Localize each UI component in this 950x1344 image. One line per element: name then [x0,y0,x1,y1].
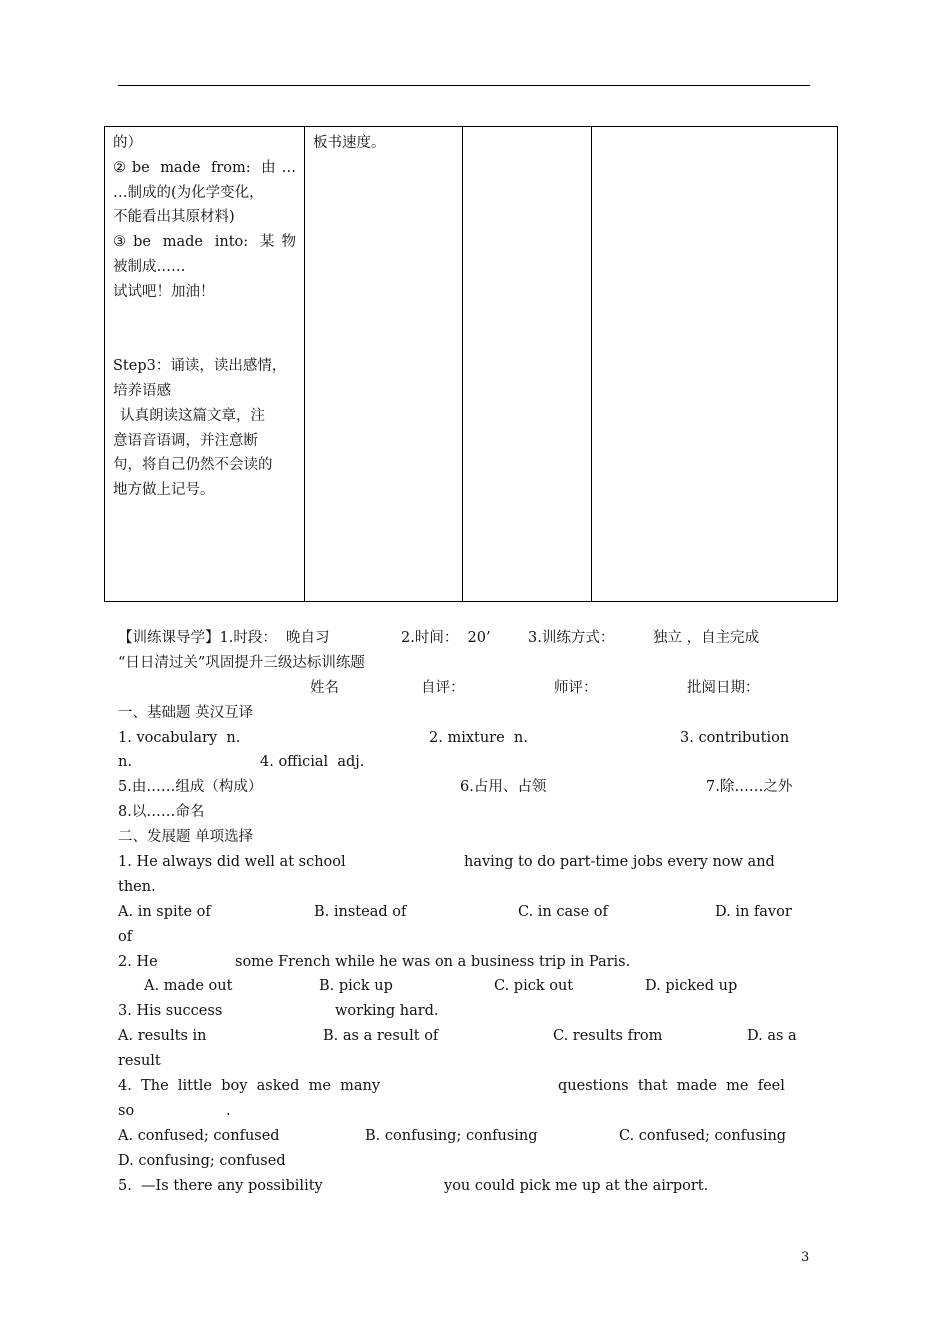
vocab-item: 6.占用、占领 [460,779,547,796]
step3-heading: Step3：诵读，读出感情， [113,358,287,375]
option-a: A. in spite of [118,903,211,920]
training-mode-label: 3.训练方式： [528,630,615,646]
option-a: A. results in [118,1028,207,1045]
name-label: 姓名 [310,679,339,696]
option-d: D. in favor [715,903,792,920]
question-text: 4. The little boy asked me many [118,1078,381,1095]
option-continuation: of [118,928,133,945]
question-text: having to do part-time jobs every now and [464,854,775,871]
option-a: A. made out [144,978,233,995]
option-a: A. confused; confused [118,1127,280,1144]
question-text: you could pick me up at the airport. [444,1177,709,1194]
section-heading: 二、发展题 单项选择 [118,829,254,846]
vocab-item: 8.以……命名 [118,804,205,821]
vocab-item: 5.由……组成（构成） [118,779,263,796]
teacher-eval-label: 师评： [554,679,598,696]
question-4-cont [118,1099,810,1124]
option-b: B. instead of [314,903,407,920]
vocab-item: 7.除……之外 [706,779,793,796]
question-5 [118,1174,810,1199]
option-continuation: result [118,1053,161,1070]
lesson-plan-table [104,126,838,602]
page-number: 3 [801,1250,810,1265]
blank-line [113,329,298,354]
training-time: 2.时间： 20’ [401,630,491,646]
review-date-label: 批阅日期： [687,679,760,696]
question-3 [118,999,810,1024]
step-text-line: 意语音语调，并注意断 [113,432,258,449]
question-options [118,974,810,999]
question-options [118,1124,810,1149]
option-b: B. as a result of [323,1028,439,1045]
question-text: 3. His success [118,1003,223,1020]
option-c: C. results from [553,1028,663,1045]
question-2 [118,950,810,975]
vocab-item: 2. mixture n. [429,729,528,746]
option-c: C. confused; confusing [619,1127,787,1144]
vocab-line [118,775,810,800]
vocab-item: 3. contribution [680,729,790,746]
header-rule [118,85,810,86]
empty-cell [592,127,838,602]
step-text-line: 不能看出其原材料) [113,209,235,226]
question-text: some French while he was on a business trip in Paris. [235,953,631,970]
vocab-item: 4. official adj. [260,754,365,771]
question-text: 5. —Is there any possibility [118,1177,323,1194]
vocab-line [118,726,810,751]
step-text-line: 认真朗读这篇文章，注 [120,407,265,424]
option-d: D. as a [747,1028,797,1045]
step-text-line: 句，将自己仍然不会读的 [113,457,273,474]
option-c: C. pick out [494,978,574,995]
blank-line [113,305,298,330]
step-text-line: 培养语感 [113,382,171,399]
method-cell [305,127,463,602]
section-heading: 一、基础题 英汉互译 [118,704,254,721]
option-b: B. pick up [319,978,393,995]
evaluation-line [118,676,810,701]
vocab-item: 1. vocabulary n. [118,729,241,746]
step-text-line: 地方做上记号。 [113,482,215,499]
training-section [118,626,810,1198]
question-text: 2. He [118,953,158,970]
option-b: B. confusing; confusing [365,1127,538,1144]
training-mode-value: 独立 ，自主完成 [653,630,760,646]
question-text: working hard. [335,1003,439,1020]
training-period: 【训练课导学】1.时段： 晚自习 [118,630,330,646]
question-1 [118,850,810,875]
option-d: D. confusing; confused [118,1152,286,1169]
question-4 [118,1074,810,1099]
empty-cell [463,127,592,602]
step-text-line: …制成的(为化学变化， [113,184,264,201]
question-text: then. [118,878,156,895]
self-eval-label: 自评： [421,679,465,696]
step-text-line: ②be made from: 由… [113,159,296,176]
option-d: D. picked up [645,978,738,995]
option-c: C. in case of [518,903,608,920]
method-text: 板书速度。 [313,135,386,151]
vocab-line [118,750,810,775]
training-title: “日日清过关”巩固提升三级达标训练题 [118,654,365,671]
question-text: questions that made me feel [558,1078,785,1095]
step-text-line: ③be made into: 某物 [113,234,296,251]
vocab-item: n. [118,754,132,771]
question-text: 1. He always did well at school [118,854,346,871]
question-options [118,1024,810,1049]
step-text-line: 被制成…… [113,258,186,275]
training-info-line [118,626,810,651]
step-text-line: 试试吧！加油！ [113,283,215,300]
question-options [118,900,810,925]
question-text: so [118,1102,135,1119]
steps-cell [105,127,305,602]
step-text-line: 的） [113,135,142,151]
question-text: . [226,1102,231,1119]
